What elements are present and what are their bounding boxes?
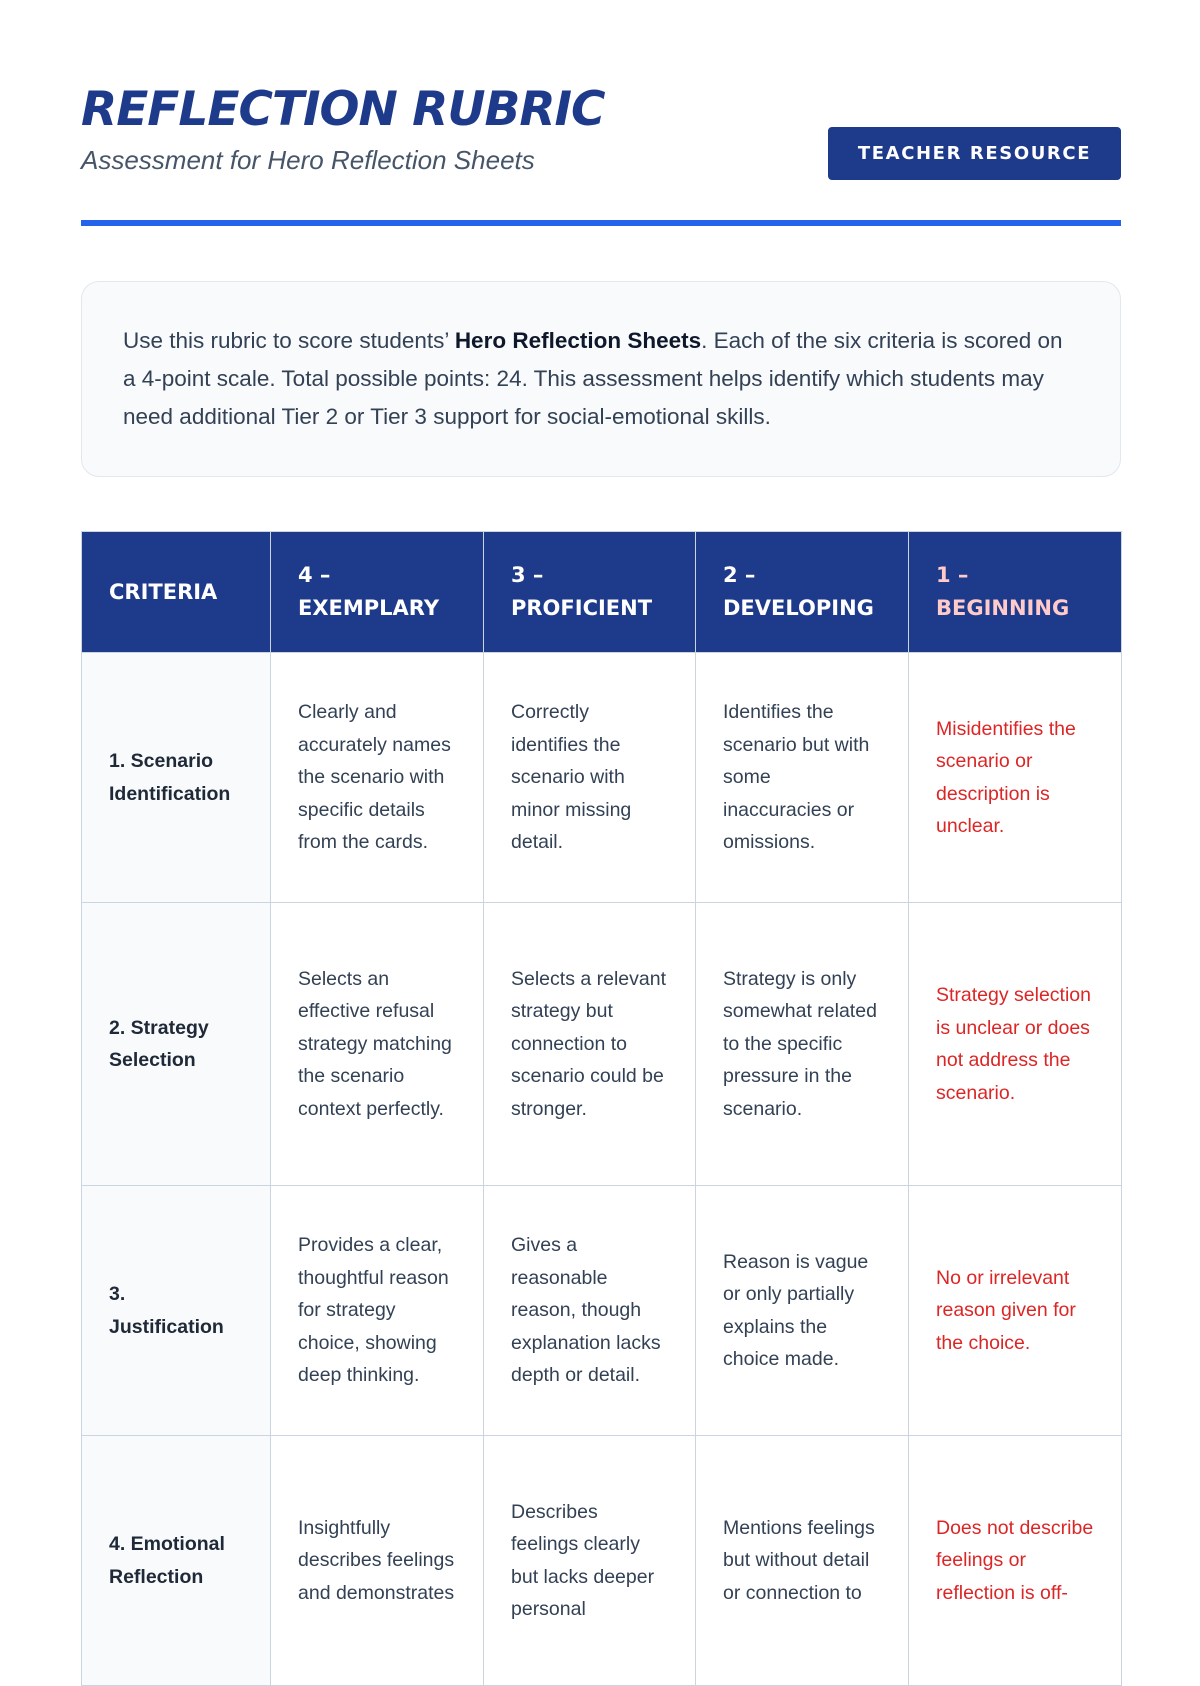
exemplary-cell: Selects an effective refusal strategy matching the scenario context perfectly. [271, 903, 484, 1186]
criteria-cell: 4. Emotional Reflection [82, 1436, 271, 1686]
header-developing: 2 – DEVELOPING [696, 532, 909, 653]
criteria-cell: 2. Strategy Selection [82, 903, 271, 1186]
developing-cell: Strategy is only somewhat related to the specific pressure in the scenario. [696, 903, 909, 1186]
beginning-cell: Does not describe feelings or reflection is off- [909, 1436, 1122, 1686]
proficient-cell: Describes feelings clearly but lacks deeper personal [484, 1436, 696, 1686]
proficient-cell: Correctly identifies the scenario with minor missing detail. [484, 653, 696, 903]
intro-text-end: . Each of the six criteria is scored on a 4-point scale. Total possible points: 24. This assessment helps identify which students may need additional Tier 2 or Tier 3 support for social-emotional skills. [123, 328, 1063, 429]
exemplary-cell: Insightfully describes feelings and demonstrates [271, 1436, 484, 1686]
header-beginning: 1 – BEGINNING [909, 532, 1122, 653]
developing-cell: Identifies the scenario but with some inaccuracies or omissions. [696, 653, 909, 903]
table-row [82, 903, 1122, 1186]
exemplary-cell: Clearly and accurately names the scenario with specific details from the cards. [271, 653, 484, 903]
intro-bold-term: Hero Reflection Sheets [454, 328, 702, 353]
header-criteria: CRITERIA [82, 532, 271, 653]
intro-text-start: Use this rubric to score students’ [123, 328, 455, 353]
criteria-cell: 1. Scenario Identification [82, 653, 271, 903]
rubric-page [81, 0, 1121, 1620]
table-row [82, 1186, 1122, 1436]
rubric-table [81, 531, 1122, 1686]
rubric-header-row [82, 532, 1122, 653]
developing-cell: Reason is vague or only partially explains the choice made. [696, 1186, 909, 1436]
header-divider [81, 220, 1121, 226]
table-row [82, 653, 1122, 903]
developing-cell: Mentions feelings but without detail or connection to [696, 1436, 909, 1686]
table-row [82, 1436, 1122, 1686]
header-proficient: 3 – PROFICIENT [484, 532, 696, 653]
exemplary-cell: Provides a clear, thoughtful reason for strategy choice, showing deep thinking. [271, 1186, 484, 1436]
beginning-cell: Strategy selection is unclear or does not address the scenario. [909, 903, 1122, 1186]
header-exemplary: 4 – EXEMPLARY [271, 532, 484, 653]
teacher-resource-badge: TEACHER RESOURCE [828, 127, 1121, 180]
intro-box [81, 281, 1121, 477]
page-header [81, 0, 1121, 226]
beginning-cell: No or irrelevant reason given for the choice. [909, 1186, 1122, 1436]
beginning-cell: Misidentifies the scenario or description is unclear. [909, 653, 1122, 903]
page-subtitle: Assessment for Hero Reflection Sheets [81, 145, 535, 175]
page-title: REFLECTION RUBRIC [81, 82, 605, 137]
proficient-cell: Selects a relevant strategy but connection to scenario could be stronger. [484, 903, 696, 1186]
criteria-cell: 3. Justification [82, 1186, 271, 1436]
proficient-cell: Gives a reasonable reason, though explanation lacks depth or detail. [484, 1186, 696, 1436]
